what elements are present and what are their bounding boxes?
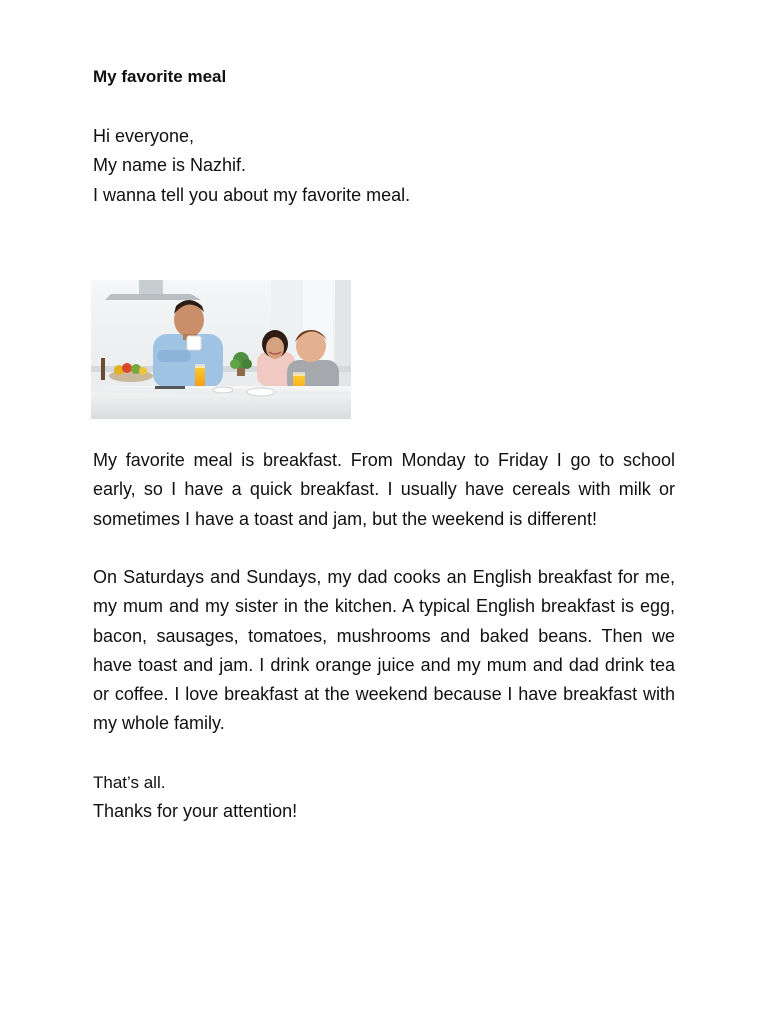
intro-topic-line: I wanna tell you about my favorite meal. [93, 185, 411, 205]
intro-name-line: My name is Nazhif. [93, 155, 247, 175]
page-title: My favorite meal [93, 67, 227, 86]
thanks-line: Thanks for your attention! [93, 801, 298, 821]
closing-line: That’s all. [93, 773, 166, 792]
greeting-line: Hi everyone, [93, 126, 195, 146]
paragraph-weekdays: My favorite meal is breakfast. From Monday to Friday I go to school early, so I have a quick breakfast. I usually have cereals with milk or sometimes I have a toast and jam, but the weekend is different! [93, 450, 675, 529]
paragraph-weekend: On Saturdays and Sundays, my dad cooks an English breakfast for me, my mum and my sister in the kitchen. A typical English breakfast is egg, bacon, sausages, tomatoes, mushrooms and baked beans. Then we have toast and jam. I drink orange juice and my mum and dad drink tea or coffee. I love breakfast at the weekend because I have breakfast with my whole family. [93, 567, 675, 734]
family-breakfast-photo [91, 280, 351, 419]
